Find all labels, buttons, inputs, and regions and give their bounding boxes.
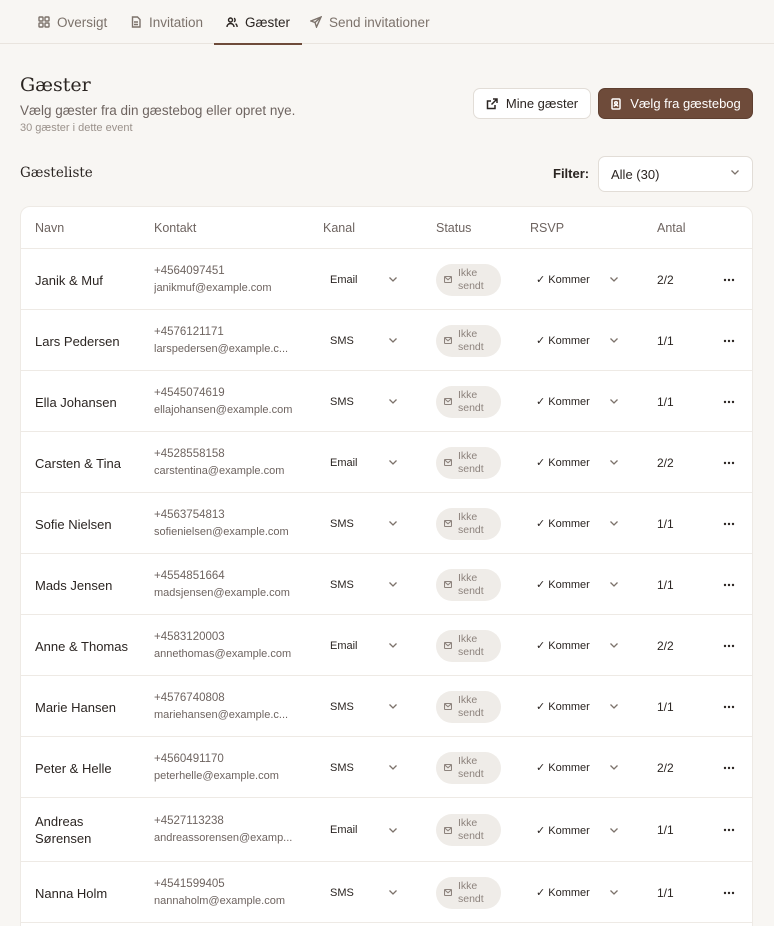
rsvp-value: ✓ Kommer	[536, 518, 590, 530]
tab-label: Invitation	[149, 14, 204, 30]
guest-name: Carsten & Tina	[35, 455, 121, 471]
more-options-icon[interactable]	[722, 639, 736, 653]
rsvp-value: ✓ Kommer	[536, 824, 590, 837]
guest-phone: +4563754813	[154, 508, 225, 521]
rsvp-select[interactable]	[536, 456, 624, 470]
guest-email: carstentina@example.com	[154, 464, 285, 477]
filter-select[interactable]	[598, 156, 753, 192]
grid-icon	[38, 16, 50, 28]
guest-contact	[154, 752, 304, 784]
status-badge	[436, 569, 501, 601]
status-text: Ikke sendt	[458, 693, 484, 719]
rsvp-select[interactable]	[536, 273, 624, 287]
column-header-status: Status	[436, 221, 472, 235]
status-text: Ikke sendt	[458, 571, 484, 597]
chevron-down-icon	[730, 169, 740, 176]
guest-count-value: 1/1	[657, 333, 674, 348]
guest-contact	[154, 814, 304, 846]
table-row	[21, 676, 752, 737]
guest-count-value: 1/1	[657, 516, 674, 531]
tab-label: Gæster	[245, 14, 291, 30]
table-row	[21, 862, 752, 923]
guest-contact	[154, 447, 304, 479]
chevron-down-icon	[388, 520, 398, 527]
channel-select[interactable]	[330, 700, 402, 714]
guest-contact	[154, 630, 304, 662]
channel-select[interactable]	[330, 886, 402, 900]
chevron-down-icon	[388, 889, 398, 896]
guest-contact	[154, 325, 304, 357]
status-text: Ikke sendt	[458, 817, 484, 842]
guest-phone: +4554851664	[154, 569, 225, 582]
channel-value: SMS	[330, 700, 354, 713]
status-badge	[436, 630, 501, 662]
guest-count-value: 1/1	[657, 823, 674, 837]
status-badge	[436, 264, 501, 296]
mail-icon	[444, 276, 452, 283]
channel-select[interactable]	[330, 456, 402, 470]
guest-name: Marie Hansen	[35, 699, 116, 715]
column-header-navn: Navn	[35, 221, 65, 235]
users-icon	[226, 16, 238, 28]
guest-email: janikmuf@example.com	[154, 281, 272, 294]
mail-icon	[444, 703, 452, 710]
mail-icon	[444, 520, 452, 527]
chevron-down-icon	[609, 889, 619, 896]
book-icon	[610, 98, 622, 110]
channel-value: Email	[330, 273, 358, 286]
channel-select[interactable]	[330, 334, 402, 348]
guest-phone: +4541599405	[154, 877, 225, 890]
chevron-down-icon	[388, 398, 398, 405]
chevron-down-icon	[388, 642, 398, 649]
more-options-icon[interactable]	[722, 578, 736, 592]
status-text: Ikke sendt	[458, 754, 484, 780]
chevron-down-icon	[388, 827, 398, 834]
status-text: Ikke sendt	[458, 388, 484, 414]
chevron-down-icon	[609, 827, 619, 834]
guest-count-value: 1/1	[657, 577, 674, 592]
channel-value: SMS	[330, 517, 354, 530]
table-row	[21, 249, 752, 310]
rsvp-select[interactable]	[536, 700, 624, 714]
table-row	[21, 493, 752, 554]
mail-icon	[444, 642, 452, 649]
guest-count-value: 1/1	[657, 885, 674, 900]
chevron-down-icon	[388, 276, 398, 283]
status-text: Ikke sendt	[458, 879, 484, 905]
chevron-down-icon	[609, 764, 619, 771]
status-badge	[436, 814, 501, 846]
guest-contact	[154, 569, 304, 601]
page-title: Gæster	[20, 74, 91, 96]
tab-oversigt[interactable]	[38, 0, 107, 44]
document-icon	[130, 16, 142, 28]
more-options-icon[interactable]	[722, 456, 736, 470]
chevron-down-icon	[388, 764, 398, 771]
tab-label: Oversigt	[57, 14, 108, 30]
status-badge	[436, 752, 501, 784]
channel-select[interactable]	[330, 578, 402, 592]
table-row	[21, 737, 752, 798]
guest-name: Andreas Sørensen	[35, 814, 92, 846]
guest-email: larspedersen@example.c...	[154, 342, 289, 355]
choose-from-guestbook-button[interactable]	[598, 88, 753, 119]
guest-email: madsjensen@example.com	[154, 586, 290, 599]
channel-value: SMS	[330, 334, 354, 347]
tab-invitation[interactable]	[130, 0, 203, 44]
column-header-rsvp: RSVP	[530, 221, 565, 235]
page-subtitle: Vælg gæster fra din gæstebog eller opret nye.	[20, 103, 296, 118]
chevron-down-icon	[388, 459, 398, 466]
guest-email: sofienielsen@example.com	[154, 525, 289, 538]
more-options-icon[interactable]	[722, 823, 736, 837]
status-badge	[436, 386, 501, 418]
guest-contact	[154, 386, 304, 418]
rsvp-value: ✓ Kommer	[536, 579, 590, 591]
table-row	[21, 615, 752, 676]
chevron-down-icon	[609, 276, 619, 283]
mail-icon	[444, 398, 452, 405]
guest-count: 30 gæster i dette event	[20, 122, 133, 134]
channel-value: Email	[330, 824, 358, 836]
column-header-antal: Antal	[657, 221, 686, 235]
rsvp-select[interactable]	[536, 886, 624, 900]
rsvp-value: ✓ Kommer	[536, 762, 590, 774]
chevron-down-icon	[609, 398, 619, 405]
guest-contact	[154, 264, 304, 296]
more-options-icon[interactable]	[722, 273, 736, 287]
channel-value: Email	[330, 639, 358, 652]
channel-select[interactable]	[330, 395, 402, 409]
guest-count-value: 2/2	[657, 760, 674, 775]
rsvp-value: ✓ Kommer	[536, 701, 590, 713]
rsvp-value: ✓ Kommer	[536, 887, 590, 899]
guest-email: annethomas@example.com	[154, 647, 292, 660]
send-icon	[310, 16, 322, 28]
channel-value: Email	[330, 456, 358, 469]
channel-value: SMS	[330, 395, 354, 408]
status-text: Ikke sendt	[458, 632, 484, 658]
mail-icon	[444, 581, 452, 588]
rsvp-select[interactable]	[536, 334, 624, 348]
channel-select[interactable]	[330, 273, 402, 287]
guest-phone: +4564097451	[154, 264, 225, 277]
guest-count-value: 2/2	[657, 272, 674, 287]
rsvp-select[interactable]	[536, 578, 624, 592]
channel-select[interactable]	[330, 517, 402, 531]
mail-icon	[444, 889, 452, 896]
status-badge	[436, 447, 501, 479]
channel-value: SMS	[330, 761, 354, 774]
guest-email: peterhelle@example.com	[154, 769, 279, 782]
guest-email: andreassorensen@examp...	[154, 832, 293, 844]
chevron-down-icon	[609, 337, 619, 344]
status-text: Ikke sendt	[458, 510, 484, 536]
rsvp-value: ✓ Kommer	[536, 396, 590, 408]
status-badge	[436, 691, 501, 723]
guest-email: mariehansen@example.c...	[154, 708, 289, 721]
my-guests-button[interactable]	[473, 88, 591, 119]
guest-name: Janik & Muf	[35, 272, 103, 288]
channel-select[interactable]	[330, 823, 402, 837]
guest-name: Sofie Nielsen	[35, 516, 112, 532]
more-options-icon[interactable]	[722, 761, 736, 775]
status-badge	[436, 325, 501, 357]
rsvp-select[interactable]	[536, 395, 624, 409]
guest-list-title: Gæsteliste	[20, 165, 93, 181]
guest-contact	[154, 877, 304, 909]
filter-label: Filter:	[553, 166, 590, 181]
mail-icon	[444, 459, 452, 466]
column-header-kanal: Kanal	[323, 221, 355, 235]
mail-icon	[444, 337, 452, 344]
table-row	[21, 432, 752, 493]
guest-count-value: 1/1	[657, 394, 674, 409]
channel-select[interactable]	[330, 639, 402, 653]
rsvp-value: ✓ Kommer	[536, 335, 590, 347]
status-text: Ikke sendt	[458, 266, 484, 292]
guest-name: Lars Pedersen	[35, 333, 120, 349]
guest-name: Nanna Holm	[35, 885, 108, 901]
more-options-icon[interactable]	[722, 886, 736, 900]
rsvp-value: ✓ Kommer	[536, 274, 590, 286]
status-text: Ikke sendt	[458, 327, 484, 353]
chevron-down-icon	[609, 581, 619, 588]
guest-contact	[154, 508, 304, 540]
more-options-icon[interactable]	[722, 700, 736, 714]
guest-email: ellajohansen@example.com	[154, 403, 293, 416]
guest-phone: +4528558158	[154, 447, 225, 460]
mail-icon	[444, 827, 452, 834]
channel-select[interactable]	[330, 761, 402, 775]
guest-count-value: 1/1	[657, 699, 674, 714]
table-row	[21, 554, 752, 615]
guest-count-value: 2/2	[657, 455, 674, 470]
guest-phone: +4545074619	[154, 386, 225, 399]
table-row	[21, 371, 752, 432]
more-options-icon[interactable]	[722, 395, 736, 409]
more-options-icon[interactable]	[722, 517, 736, 531]
top-tabs	[0, 0, 774, 44]
tab-gaester[interactable]	[226, 0, 290, 44]
chevron-down-icon	[388, 703, 398, 710]
channel-value: SMS	[330, 578, 354, 591]
chevron-down-icon	[609, 459, 619, 466]
status-badge	[436, 508, 501, 540]
choose-guestbook-label: Vælg fra gæstebog	[630, 96, 741, 111]
guest-phone: +4583120003	[154, 630, 225, 643]
chevron-down-icon	[388, 581, 398, 588]
guest-count-value: 2/2	[657, 638, 674, 653]
guest-table	[20, 206, 753, 926]
column-header-kontakt: Kontakt	[154, 221, 197, 235]
rsvp-select[interactable]	[536, 761, 624, 775]
my-guests-label: Mine gæster	[505, 96, 579, 111]
more-options-icon[interactable]	[722, 334, 736, 348]
guest-name: Mads Jensen	[35, 577, 113, 593]
rsvp-select[interactable]	[536, 517, 624, 531]
guest-name: Anne & Thomas	[35, 638, 128, 654]
external-link-icon	[486, 98, 498, 110]
guest-phone: +4576740808	[154, 691, 225, 704]
guest-email: nannaholm@example.com	[154, 894, 286, 907]
status-badge	[436, 877, 501, 909]
table-header	[21, 207, 752, 249]
tab-send-invitationer[interactable]	[310, 0, 430, 44]
guest-phone: +4560491170	[154, 752, 224, 765]
table-row	[21, 798, 752, 862]
guest-name: Ella Johansen	[35, 394, 117, 410]
guest-phone: +4527113238	[154, 815, 224, 827]
table-row	[21, 310, 752, 371]
rsvp-value: ✓ Kommer	[536, 640, 590, 652]
mail-icon	[444, 764, 452, 771]
rsvp-select[interactable]	[536, 639, 624, 653]
chevron-down-icon	[609, 642, 619, 649]
guest-contact	[154, 691, 304, 723]
rsvp-value: ✓ Kommer	[536, 457, 590, 469]
guest-phone: +4576121171	[154, 325, 224, 338]
filter-value: Alle (30)	[611, 166, 660, 182]
chevron-down-icon	[609, 520, 619, 527]
chevron-down-icon	[388, 337, 398, 344]
rsvp-select[interactable]	[536, 823, 624, 837]
tab-label: Send invitationer	[329, 14, 430, 30]
channel-value: SMS	[330, 886, 354, 899]
status-text: Ikke sendt	[458, 449, 484, 475]
guest-name: Peter & Helle	[35, 760, 112, 776]
chevron-down-icon	[609, 703, 619, 710]
